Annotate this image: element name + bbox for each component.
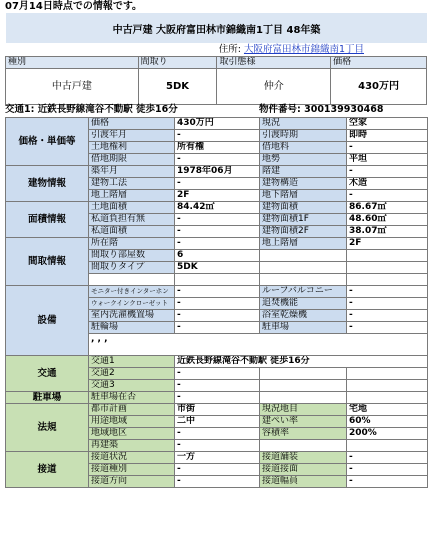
field-value: 空家 <box>347 118 428 130</box>
field-label: モニター付きインターホン <box>89 285 175 297</box>
summary-value: 仲介 <box>217 69 331 105</box>
field-label: 建物面積 <box>260 202 347 214</box>
summary-header: 種別 <box>6 57 139 69</box>
field-label: 現況地目 <box>260 403 347 415</box>
field-value: 430万円 <box>175 118 260 130</box>
field-value: 5DK <box>175 262 260 274</box>
field-value <box>175 274 260 286</box>
address-label: 住所: <box>218 44 241 55</box>
field-value: 84.42㎡ <box>175 202 260 214</box>
summary-header: 価格 <box>331 57 427 69</box>
detail-row <box>6 391 428 403</box>
detail-row <box>6 238 428 250</box>
field-value: 48.60㎡ <box>347 214 428 226</box>
field-label: 建物面積1F <box>260 214 347 226</box>
field-label: 再建築 <box>89 439 175 451</box>
section-label: 建物情報 <box>6 166 89 202</box>
equipment-extra: , , , <box>89 333 428 355</box>
section-label: 接道 <box>6 451 89 487</box>
field-value: - <box>175 285 260 297</box>
section-label: 法規 <box>6 403 89 451</box>
field-value: - <box>347 166 428 178</box>
field-value: 2F <box>175 190 260 202</box>
field-value: 宅地 <box>347 403 428 415</box>
detail-row <box>6 202 428 214</box>
field-value: 一方 <box>175 451 260 463</box>
field-value: - <box>175 391 260 403</box>
field-label: 地域地区 <box>89 427 175 439</box>
transport-line <box>5 104 427 116</box>
summary-header: 取引態様 <box>217 57 331 69</box>
field-value: - <box>347 190 428 202</box>
section-label: 駐車場 <box>6 391 89 403</box>
field-label: ルーフバルコニー <box>260 285 347 297</box>
field-label: 引渡時期 <box>260 130 347 142</box>
field-label: 浴室乾燥機 <box>260 309 347 321</box>
field-label: ウォークインクローゼット <box>89 297 175 309</box>
field-value: - <box>175 439 260 451</box>
field-label <box>260 439 347 451</box>
field-value: - <box>175 178 260 190</box>
summary-value: 5DK <box>138 69 217 105</box>
field-label <box>260 391 347 403</box>
field-label: 接道接面 <box>260 463 347 475</box>
field-value <box>347 274 428 286</box>
field-value: 2F <box>347 238 428 250</box>
section-label: 価格・単価等 <box>6 118 89 166</box>
field-label: 借地期限 <box>89 154 175 166</box>
field-value: - <box>175 226 260 238</box>
field-value: - <box>347 297 428 309</box>
field-value: - <box>175 214 260 226</box>
field-label: 接道舗装 <box>260 451 347 463</box>
property-number: 物件番号: 300139930468 <box>259 104 384 115</box>
field-label <box>260 250 347 262</box>
field-value: 二中 <box>175 415 260 427</box>
field-value: - <box>347 475 428 487</box>
field-value <box>347 439 428 451</box>
summary-value: 430万円 <box>331 69 427 105</box>
field-value <box>347 391 428 403</box>
field-label: 都市計画 <box>89 403 175 415</box>
detail-row <box>6 118 428 130</box>
field-label: 接道方向 <box>89 475 175 487</box>
field-label: 地下階層 <box>260 190 347 202</box>
field-label: 築年月 <box>89 166 175 178</box>
field-label: 借地料 <box>260 142 347 154</box>
detail-row <box>6 166 428 178</box>
address-link[interactable]: 大阪府富田林市錦織南1丁目 <box>243 44 364 55</box>
field-label: 建物面積2F <box>260 226 347 238</box>
field-label: 私道負担有無 <box>89 214 175 226</box>
field-value: - <box>347 285 428 297</box>
field-label <box>89 274 175 286</box>
field-value: 60% <box>347 415 428 427</box>
field-label: 価格 <box>89 118 175 130</box>
field-label: 間取り部屋数 <box>89 250 175 262</box>
field-label: 交通3 <box>89 379 175 391</box>
detail-row <box>6 355 428 367</box>
field-label: 土地権利 <box>89 142 175 154</box>
field-value: 38.07㎡ <box>347 226 428 238</box>
field-label: 間取りタイプ <box>89 262 175 274</box>
field-label: 建物構造 <box>260 178 347 190</box>
field-label: 地勢 <box>260 154 347 166</box>
field-value: - <box>175 130 260 142</box>
field-value: 即時 <box>347 130 428 142</box>
detail-row <box>6 451 428 463</box>
field-label: 駐輪場 <box>89 321 175 333</box>
summary-value: 中古戸建 <box>6 69 139 105</box>
field-value: - <box>347 463 428 475</box>
field-label: 土地面積 <box>89 202 175 214</box>
field-label: 所在階 <box>89 238 175 250</box>
field-label: 引渡年月 <box>89 130 175 142</box>
page-title: 中古戸建 大阪府富田林市錦織南1丁目 48年築 <box>6 13 427 43</box>
field-label <box>260 379 347 391</box>
address-line <box>219 44 364 56</box>
field-label: 接道種別 <box>89 463 175 475</box>
field-label: 室内洗濯機置場 <box>89 309 175 321</box>
field-label <box>260 262 347 274</box>
field-value: - <box>175 238 260 250</box>
field-label: 交通1 <box>89 355 175 367</box>
field-value: - <box>175 367 260 379</box>
field-value: - <box>347 451 428 463</box>
field-value: - <box>347 142 428 154</box>
field-label: 用途地域 <box>89 415 175 427</box>
field-value <box>347 367 428 379</box>
section-label: 間取情報 <box>6 238 89 286</box>
field-value <box>347 379 428 391</box>
field-label: 接道幅員 <box>260 475 347 487</box>
section-label: 面積情報 <box>6 202 89 238</box>
field-value: 1978年06月 <box>175 166 260 178</box>
detail-row <box>6 403 428 415</box>
summary-table <box>5 56 427 105</box>
field-value: 平坦 <box>347 154 428 166</box>
field-value: 86.67㎡ <box>347 202 428 214</box>
field-value: - <box>175 475 260 487</box>
field-value: 6 <box>175 250 260 262</box>
field-label: 駐車場 <box>260 321 347 333</box>
field-value <box>347 250 428 262</box>
field-value: 200% <box>347 427 428 439</box>
field-value: - <box>175 427 260 439</box>
field-label <box>260 367 347 379</box>
transport-summary: 交通1: 近鉄長野線滝谷不動駅 徒歩16分 <box>5 104 178 115</box>
field-label: 建物工法 <box>89 178 175 190</box>
field-label: 現況 <box>260 118 347 130</box>
field-value: - <box>175 297 260 309</box>
field-value: - <box>175 379 260 391</box>
field-value: - <box>347 321 428 333</box>
field-value: - <box>175 154 260 166</box>
field-label: 接道状況 <box>89 451 175 463</box>
field-value: 市街 <box>175 403 260 415</box>
section-label: 設備 <box>6 285 89 355</box>
field-value: 木造 <box>347 178 428 190</box>
field-value: 所有権 <box>175 142 260 154</box>
field-value: 近鉄長野線滝谷不動駅 徒歩16分 <box>175 355 428 367</box>
detail-table <box>5 117 428 488</box>
field-label: 容積率 <box>260 427 347 439</box>
field-value: - <box>175 463 260 475</box>
field-label: 階建 <box>260 166 347 178</box>
field-label: 交通2 <box>89 367 175 379</box>
notice-text: 07月14日時点での情報です。 <box>5 1 143 12</box>
field-label: 建ぺい率 <box>260 415 347 427</box>
section-label: 交通 <box>6 355 89 391</box>
field-label: 地上階層 <box>260 238 347 250</box>
field-label: 追焚機能 <box>260 297 347 309</box>
field-value <box>347 262 428 274</box>
field-value: - <box>347 309 428 321</box>
field-value: - <box>175 309 260 321</box>
field-label: 地上階層 <box>89 190 175 202</box>
summary-header: 間取り <box>138 57 217 69</box>
field-label: 駐車場在否 <box>89 391 175 403</box>
field-label: 私道面積 <box>89 226 175 238</box>
field-value: - <box>175 321 260 333</box>
field-label <box>260 274 347 286</box>
detail-row <box>6 285 428 297</box>
